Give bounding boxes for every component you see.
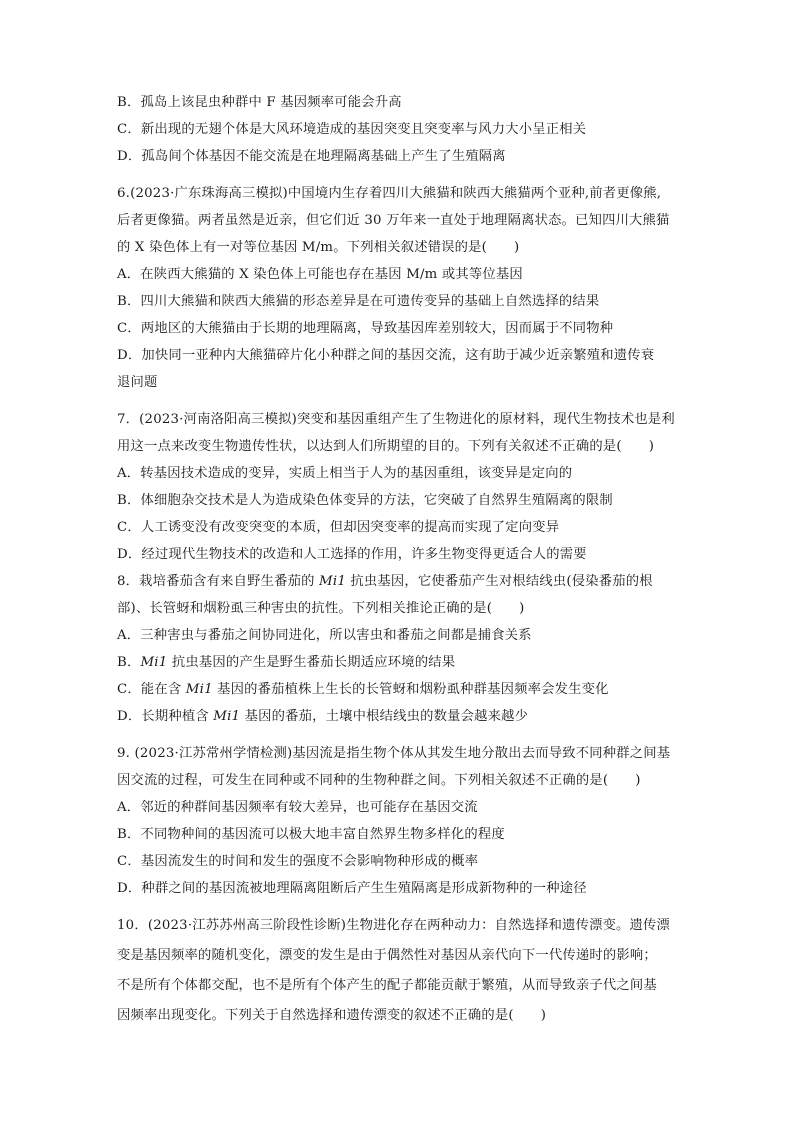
text-line: 不是所有个体都交配，也不是所有个体产生的配子都能贡献于繁殖，从而导致亲子代之间基 [117,978,657,993]
option-c: C．人工诱变没有改变突变的本质，但却因突变率的提高而实现了定向变异 [117,520,560,535]
text-line: C．新出现的无翅个体是大风环境造成的基因突变且突变率与风力大小呈正相关 [117,122,587,137]
gene-symbol: Mi1 [213,709,241,724]
option-d: D．加快同一亚种内大熊猫碎片化小种群之间的基因交流，这有助于减少近亲繁殖和遗传衰 [117,348,655,363]
text-line: 变是基因频率的随机变化，漂变的发生是由于偶然性对基因从亲代向下一代传递时的影响； [117,948,657,963]
question-8-line: 8．栽培番茄含有来自野生番茄的 Mi1 抗虫基因，它使番茄产生对根结线虫(侵染番茄的根 [117,574,653,589]
text-line: 因交流的过程，可发生在同种或不同种的生物种群之间。下列相关叙述不正确的是( ) [117,773,641,788]
text-line: 的 X 染色体上有一对等位基因 M/m。下列相关叙述错误的是( ) [117,240,520,255]
option-c: C．能在含 Mi1 基因的番茄植株上生长的长管蚜和烟粉虱种群基因频率会发生变化 [117,682,609,697]
gene-symbol: Mi1 [140,655,168,670]
option-d: D．种群之间的基因流被地理隔离阻断后产生生殖隔离是形成新物种的一种途径 [117,881,587,896]
text-line: 因频率出现变化。下列关于自然选择和遗传漂变的叙述不正确的是( ) [117,1008,547,1023]
text-line: B．孤岛上该昆虫种群中 F 基因频率可能会升高 [117,95,402,110]
option-d: D．经过现代生物技术的改造和人工选择的作用，许多生物变得更适合人的需要 [117,547,587,562]
option-a: A．转基因技术造成的变异，实质上相当于人为的基因重组，该变异是定向的 [117,466,573,481]
option-b: B．四川大熊猫和陕西大熊猫的形态差异是在可遗传变异的基础上自然选择的结果 [117,294,600,309]
text-line: 退问题 [117,375,158,390]
text-line: D．孤岛间个体基因不能交流是在地理隔离基础上产生了生殖隔离 [117,149,506,164]
gene-symbol: Mi1 [185,682,213,697]
option-c: C．两地区的大熊猫由于长期的地理隔离，导致基因库差别较大，因而属于不同物种 [117,321,614,336]
option-b: B．Mi1 抗虫基因的产生是野生番茄长期适应环境的结果 [117,655,456,670]
text-line: 部)、长管蚜和烟粉虱三种害虫的抗性。下列相关推论正确的是( ) [117,601,525,616]
option-c: C．基因流发生的时间和发生的强度不会影响物种形成的概率 [117,854,479,869]
text-line: 后者更像猫。两者虽然是近亲，但它们近 30 万年来一直处于地理隔离状态。已知四川大熊猫 [117,213,670,228]
option-a: A．邻近的种群间基因频率有较大差异，也可能存在基因交流 [117,800,478,815]
option-d: D．长期种植含 Mi1 基因的番茄，土壤中根结线虫的数量会越来越少 [117,709,529,724]
question-6-line: 6.(2023·广东珠海高三模拟)中国境内生存着四川大熊猫和陕西大熊猫两个亚种,前者更像熊, [117,186,662,201]
question-10-line: 10．(2023·江苏苏州高三阶段性诊断)生物进化存在两种动力：自然选择和遗传漂变。遗传漂 [117,918,671,933]
option-b: B．体细胞杂交技术是人为造成染色体变异的方法，它突破了自然界生殖隔离的限制 [117,493,613,508]
option-b: B．不同物种间的基因流可以极大地丰富自然界生物多样化的程度 [117,827,505,842]
option-a: A．三种害虫与番茄之间协同进化，所以害虫和番茄之间都是捕食关系 [117,628,532,643]
option-a: A．在陕西大熊猫的 X 染色体上可能也存在基因 M/m 或其等位基因 [117,267,523,282]
text-line: 用这一点来改变生物遗传性状，以达到人们所期望的目的。下列有关叙述不正确的是( ) [117,439,655,454]
question-7-line: 7．(2023·河南洛阳高三模拟)突变和基因重组产生了生物进化的原材料，现代生物技术也是利 [117,412,675,427]
question-9-line: 9. (2023·江苏常州学情检测)基因流是指生物个体从其发生地分散出去而导致不同种群之间基 [117,746,671,761]
gene-symbol: Mi1 [319,574,346,589]
